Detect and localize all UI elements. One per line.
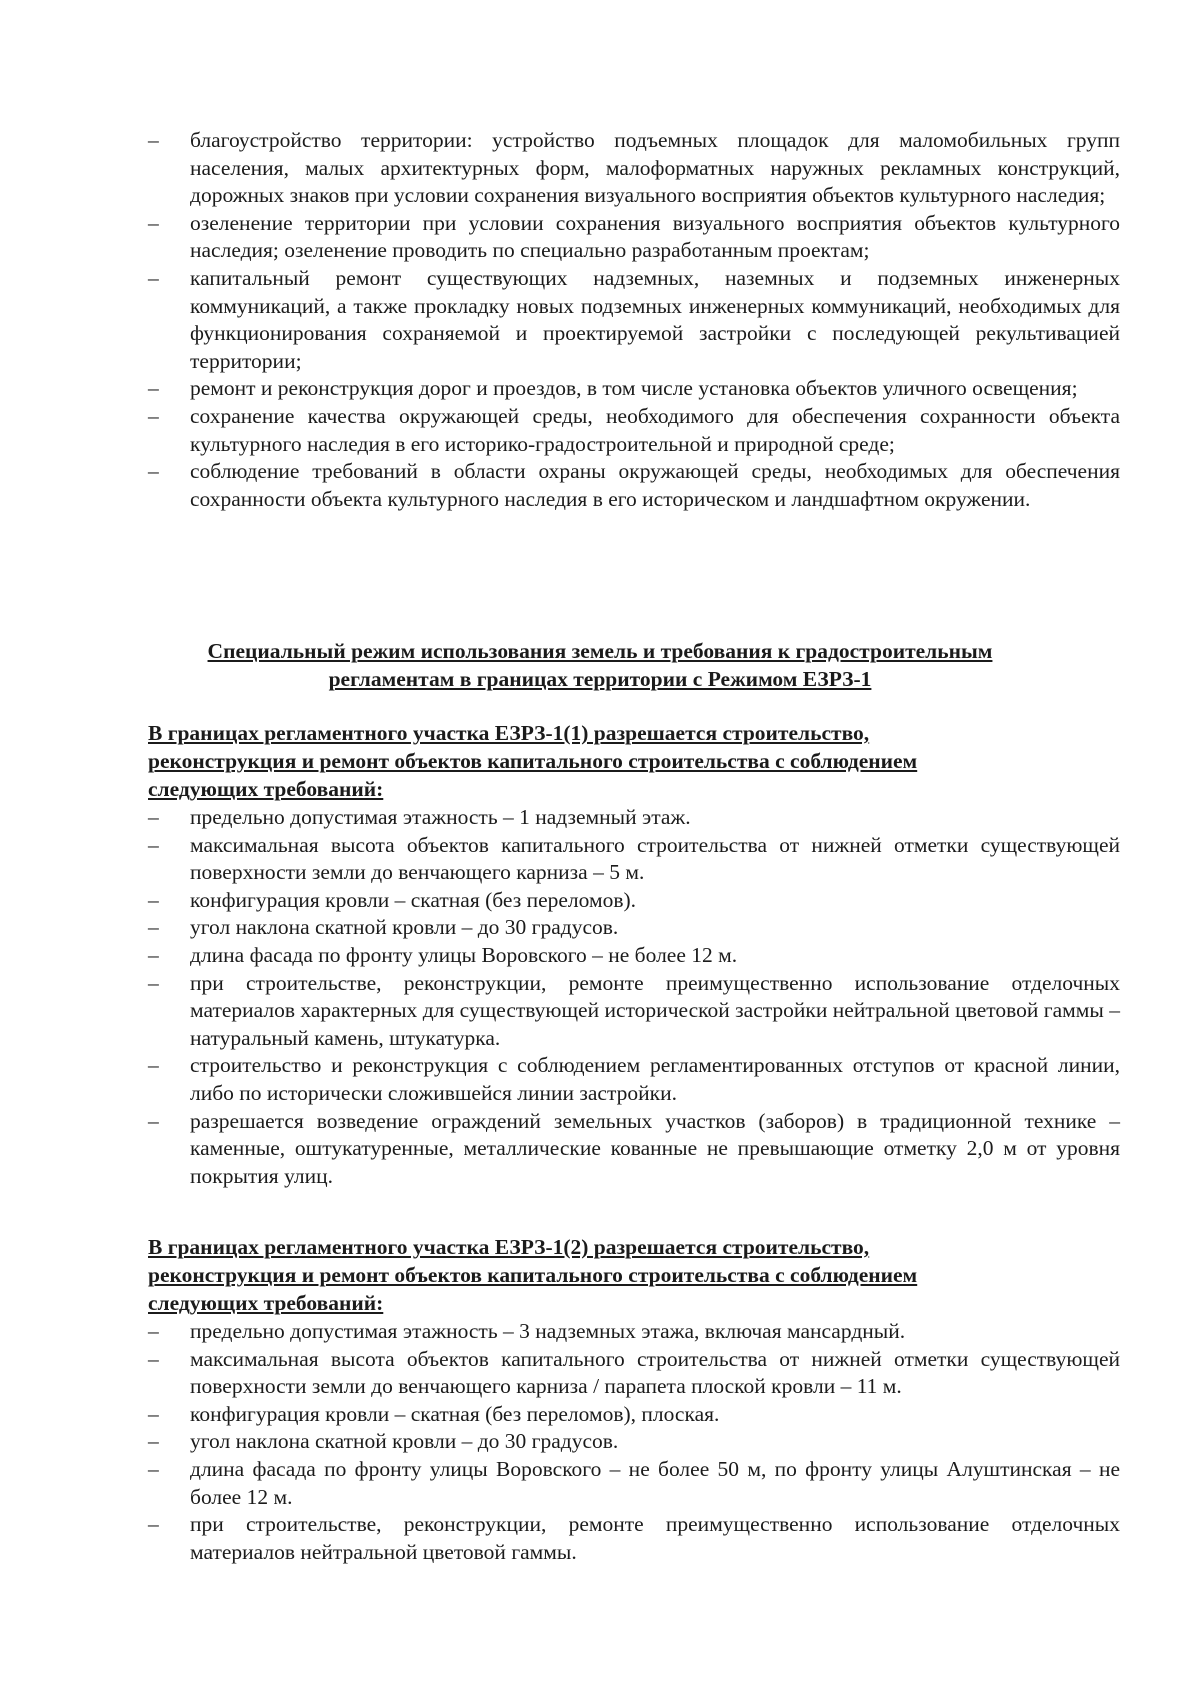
bullet-dash: – [148,805,159,829]
ezrz-1-1-requirements-list [0,804,1200,1190]
list-item-text: благоустройство территории: устройство подъемных площадок для маломобильных групп населения, малых архитектурных форм, малоформатных наружных рекламных конструкций, дорожных знаков при условии сохранения визуального восприятия объектов культурного наследия; [190,128,1120,208]
list-item [0,127,1120,210]
bullet-dash: – [148,1429,159,1454]
list-item-text: длина фасада по фронту улицы Воровского – не более 50 м, по фронту улицы Алуштинская – не более 12 м. [190,1456,1120,1509]
list-item-text: капитальный ремонт существующих надземных, наземных и подземных инженерных коммуникаций, а также прокладку новых подземных инженерных коммуникаций, необходимых для функционирования сохраняемой и проектируемой застройки с последующей рекультивацией территории; [190,265,1120,373]
list-item [0,887,1120,915]
list-item [0,1108,1120,1191]
bullet-dash: – [148,403,159,428]
list-item [0,1052,1120,1107]
bullet-dash: – [148,128,159,152]
list-item-text: конфигурация кровли – скатная (без переломов), плоская. [190,1401,720,1426]
list-item [0,1428,1120,1456]
subsection-title-line-1: В границах регламентного участка ЕЗРЗ-1(1) разрешается строительство, [148,721,870,745]
list-item [0,1511,1120,1566]
list-item-text: при строительстве, реконструкции, ремонте преимущественно использование отделочных материалов характерных для существующей исторической застройки нейтральной цветовой гаммы – натуральный камень, штукатурка. [190,970,1120,1050]
bullet-dash: – [148,1108,159,1133]
bullet-dash: – [148,459,159,484]
bullet-dash: – [148,210,159,235]
bullet-dash: – [148,1401,159,1426]
subsection-title-line-1: В границах регламентного участка ЕЗРЗ-1(2) разрешается строительство, [148,1235,870,1259]
bullet-dash: – [148,915,159,940]
list-item-text: угол наклона скатной кровли – до 30 градусов. [190,1429,619,1454]
list-item [0,375,1120,403]
list-item [0,1346,1120,1401]
list-item-text: предельно допустимая этажность – 1 надземный этаж. [190,805,691,829]
list-item [0,1318,1120,1346]
list-item [0,265,1120,375]
list-item-text: ремонт и реконструкция дорог и проездов, в том числе установка объектов уличного освещения; [190,376,1078,401]
list-item-text: соблюдение требований в области охраны окружающей среды, необходимых для обеспечения сохранности объекта культурного наследия в его историческом и ландшафтном окружении. [190,459,1120,511]
list-item [0,832,1120,887]
bullet-dash: – [148,1346,159,1371]
section-heading [0,637,1200,693]
list-item [0,914,1120,942]
list-item [0,1401,1120,1429]
bullet-dash: – [148,1053,159,1078]
list-item [0,970,1120,1053]
list-item [0,403,1120,458]
bullet-dash: – [148,376,159,401]
section-heading-line-2: регламентам в границах территории с Режимом ЕЗРЗ-1 [328,667,872,691]
bullet-dash: – [148,1456,159,1481]
subsection-title-line-2: реконструкция и ремонт объектов капитального строительства с соблюдением [148,749,918,773]
list-item-text: конфигурация кровли – скатная (без переломов). [190,887,637,912]
list-item [0,1456,1120,1511]
bullet-dash: – [148,942,159,967]
subsection-title-line-3: следующих требований: [148,777,384,801]
list-item-text: предельно допустимая этажность – 3 надземных этажа, включая мансардный. [190,1319,906,1343]
list-item-text: озеленение территории при условии сохранения визуального восприятия объектов культурного наследия; озеленение проводить по специально разработанным проектам; [190,210,1120,263]
list-item-text: длина фасада по фронту улицы Воровского – не более 12 м. [190,942,738,967]
list-item [0,942,1120,970]
list-item-text: при строительстве, реконструкции, ремонте преимущественно использование отделочных материалов нейтральной цветовой гаммы. [190,1512,1120,1564]
list-item-text: сохранение качества окружающей среды, необходимого для обеспечения сохранности объекта культурного наследия в его историко-градостроительной и природной среде; [190,403,1120,456]
list-item-text: максимальная высота объектов капитального строительства от нижней отметки существующей поверхности земли до венчающего карниза – 5 м. [190,832,1120,885]
list-item [0,210,1120,265]
list-item-text: разрешается возведение ограждений земельных участков (заборов) в традиционной технике – каменные, оштукатуренные, металлические кованные не превышающие отметку 2,0 м от уровня покрытия улиц. [190,1108,1120,1188]
section-heading-line-1: Специальный режим использования земель и требования к градостроительным [207,639,993,663]
subsection-title-ezrz-1-1 [148,719,1098,803]
bullet-dash: – [148,887,159,912]
bullet-dash: – [148,1319,159,1343]
list-item [0,458,1120,513]
general-requirements-list [0,127,1200,513]
subsection-title-line-3: следующих требований: [148,1291,384,1315]
list-item-text: максимальная высота объектов капитального строительства от нижней отметки существующей поверхности земли до венчающего карниза / парапета плоской кровли – 11 м. [190,1346,1120,1399]
bullet-dash: – [148,832,159,857]
list-item-text: строительство и реконструкция с соблюдением регламентированных отступов от красной линии, либо по исторически сложившейся линии застройки. [190,1053,1120,1105]
subsection-title-line-2: реконструкция и ремонт объектов капитального строительства с соблюдением [148,1263,918,1287]
list-item-text: угол наклона скатной кровли – до 30 градусов. [190,915,619,940]
subsection-title-ezrz-1-2 [148,1233,1098,1317]
bullet-dash: – [148,265,159,290]
bullet-dash: – [148,970,159,995]
bullet-dash: – [148,1512,159,1537]
list-item [0,804,1120,832]
ezrz-1-2-requirements-list [0,1318,1200,1566]
